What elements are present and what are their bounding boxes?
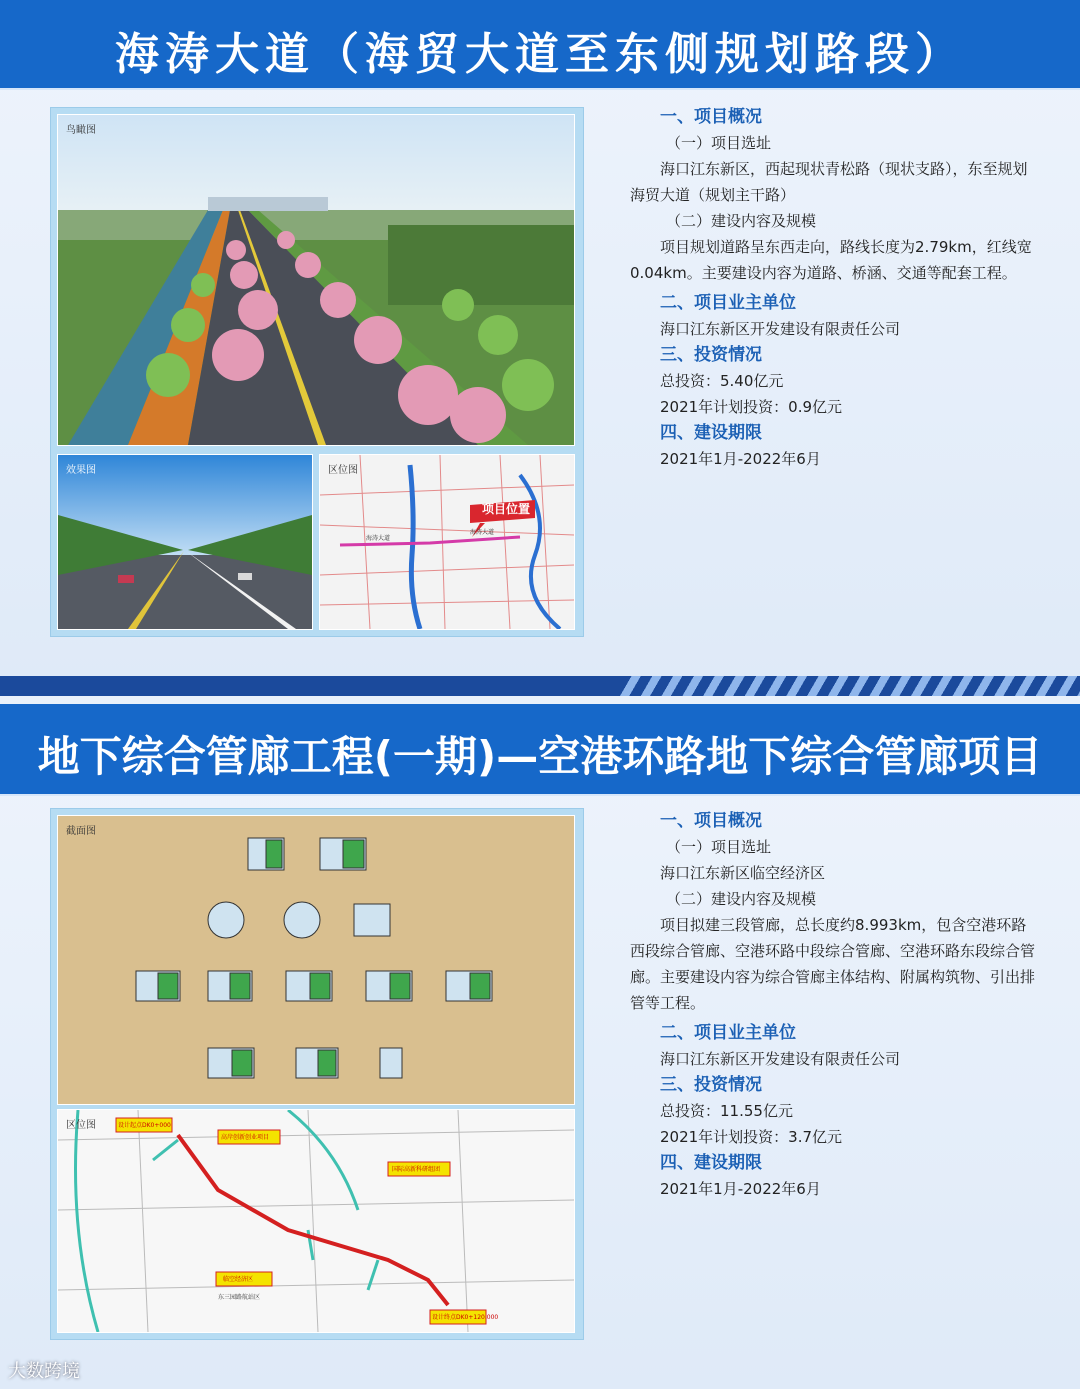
map-tag-innovation: 高岸创新创业项目 <box>221 1134 270 1141</box>
site-text-2: 海口江东新区临空经济区 <box>660 864 826 882</box>
total-investment-2: 总投资：11.55亿元 <box>660 1102 793 1120</box>
owner-text: 海口江东新区开发建设有限责任公司 <box>660 320 901 338</box>
pipeline-map-label: 区位图 <box>66 1120 96 1131</box>
map-tag-research: 国际高新科研组团 <box>392 1166 441 1173</box>
period-heading: 四、建设期限 <box>660 423 762 443</box>
scale-text: 项目规划道路呈东西走向，路线长度为2.79km，红线宽0.04km。主要建设内容为道路、桥涵、交通等配套工程。 <box>630 238 1032 282</box>
period-text-2: 2021年1月-2022年6月 <box>660 1180 821 1198</box>
cross-section-label: 截面图 <box>66 826 96 837</box>
section-2-info <box>630 808 1040 1202</box>
overview-heading: 一、项目概况 <box>660 107 762 127</box>
owner-heading-2: 二、项目业主单位 <box>660 1023 796 1043</box>
owner-text-2: 海口江东新区开发建设有限责任公司 <box>660 1050 901 1068</box>
scale-text-2: 项目拟建三段管廊，总长度约8.993km，包含空港环路西段综合管廊、空港环路中段综合管廊、空港环路东段综合管廊。主要建设内容为综合管廊主体结构、附属构筑物、引出排管等工程。 <box>630 916 1036 1012</box>
project-section-1 <box>0 0 1080 680</box>
section-1-info <box>630 104 1040 472</box>
rendering-label: 效果图 <box>66 465 96 476</box>
map-tag-start: 设计起点DK0+000 <box>118 1122 171 1129</box>
pipeline-location-map <box>57 1109 575 1333</box>
project-location-tag: 项目位置 <box>482 502 531 516</box>
planned-investment-2: 2021年计划投资：3.7亿元 <box>660 1128 843 1146</box>
aerial-view-image <box>57 114 575 446</box>
site-subheading-2: （一）项目选址 <box>666 838 772 856</box>
map-small-label: 东三园路航站区 <box>218 1294 261 1301</box>
overview-heading-2: 一、项目概况 <box>660 811 762 831</box>
site-text: 海口江东新区，西起现状青松路（现状支路），东至规划海贸大道（规划主干路） <box>630 160 1028 204</box>
location-map <box>319 454 575 630</box>
project-section-2 <box>0 704 1080 1389</box>
road-label-west: 海涛大道 <box>366 535 391 542</box>
period-heading-2: 四、建设期限 <box>660 1153 762 1173</box>
section-2-banner <box>0 704 1080 796</box>
watermark-text: 大数跨境 <box>8 1361 80 1382</box>
road-label-east: 海涛大道 <box>470 529 495 536</box>
site-subheading: （一）项目选址 <box>666 134 772 152</box>
location-map-label: 区位图 <box>328 465 358 476</box>
section-2-title: 地下综合管廊工程(一期)—空港环路地下综合管廊项目 <box>37 732 1043 781</box>
owner-heading: 二、项目业主单位 <box>660 293 796 313</box>
section-1-banner <box>0 0 1080 90</box>
total-investment: 总投资：5.40亿元 <box>660 372 784 390</box>
map-tag-airport-zone: 临空经济区 <box>223 1276 254 1283</box>
section-1-title: 海涛大道（海贸大道至东侧规划路段） <box>115 29 965 80</box>
section-2-image-frame <box>50 808 584 1340</box>
section-1-image-frame <box>50 107 584 637</box>
scale-subheading: （二）建设内容及规模 <box>666 212 817 230</box>
rendering-image <box>57 454 313 630</box>
period-text: 2021年1月-2022年6月 <box>660 450 821 468</box>
cross-section-drawing <box>57 815 575 1105</box>
investment-heading: 三、投资情况 <box>660 345 762 365</box>
section-divider <box>0 676 1080 696</box>
scale-subheading-2: （二）建设内容及规模 <box>666 890 817 908</box>
map-tag-end: 设计终点DK0+120.000 <box>432 1314 499 1321</box>
aerial-view-label: 鸟瞰图 <box>66 125 96 136</box>
investment-heading-2: 三、投资情况 <box>660 1075 762 1095</box>
planned-investment: 2021年计划投资：0.9亿元 <box>660 398 843 416</box>
